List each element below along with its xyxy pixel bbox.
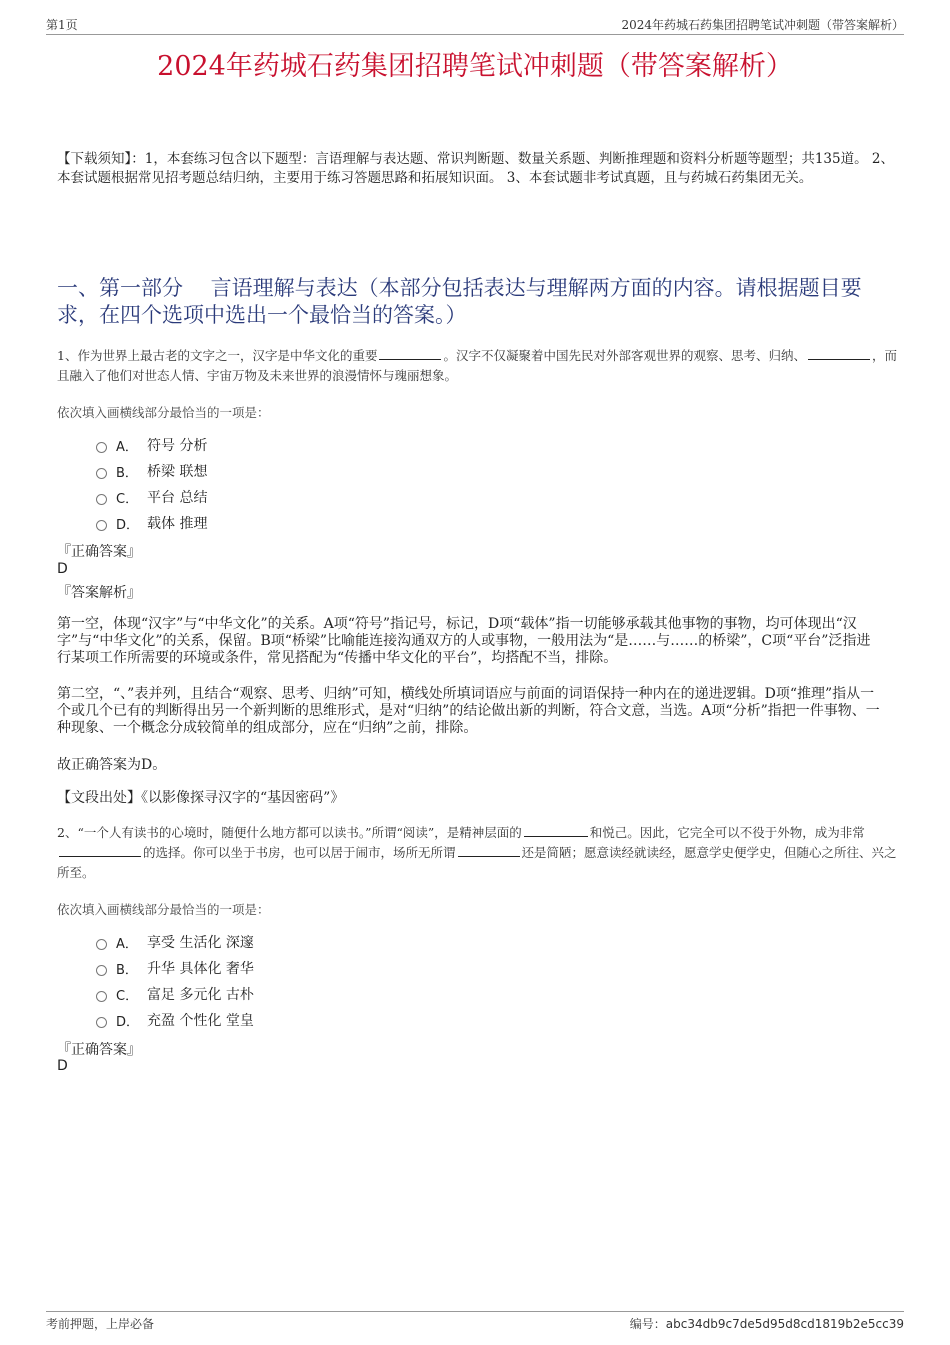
option-d[interactable]: D． 载体 推理 [96,510,207,536]
option-b[interactable]: B． 升华 具体化 奢华 [96,955,254,981]
radio-icon[interactable] [96,520,107,531]
option-b[interactable]: B． 桥梁 联想 [96,458,207,484]
document-code: 编号：abc34db9c7de5d95d8cd1819b2e5cc39 [629,1317,904,1331]
answer-value: D [57,561,68,577]
page-number: 第1页 [46,18,78,32]
option-a[interactable]: A． 符号 分析 [96,432,207,458]
option-c[interactable]: C． 富足 多元化 古朴 [96,981,254,1007]
analysis-paragraph-1: 第一空，体现“汉字”与“中华文化”的关系。A项“符号”指记号，标记，D项“载体”指一切能够承载其他事物的事物，均可体现出“汉字”与“中华文化”的关系，保留。B项“桥梁”比喻能连接沟通双方的人或事物，一般用法为“是……与……的桥梁”，C项“平台”泛指进行某项工作所需要的环境或条件，常见搭配为“传播中华文化的平台”，均搭配不当，排除。 [57,616,871,666]
question-1-options [96,432,207,536]
analysis-label: 『答案解析』 [57,585,141,601]
analysis-paragraph-2: 第二空，“、”表并列，且结合“观察、思考、归纳”可知，横线处所填词语应与前面的词语保持一种内在的递进逻辑。D项“推理”指从一个或几个已有的判断得出另一个新判断的思维形式，是对“归纳”的结论做出新的判断，符合文意，当选。A项“分析”指把一件事物、一种现象、一个概念分成较简单的组成部分，应在“归纳”之前，排除。 [57,686,880,736]
radio-icon[interactable] [96,1017,107,1028]
analysis-conclusion: 故正确答案为D。 [57,757,167,773]
document-title: 2024年药城石药集团招聘笔试冲刺题（带答案解析） [157,51,793,82]
fill-blank [524,823,588,837]
fill-blank [379,346,441,360]
answer-label: 『正确答案』 [57,544,141,560]
page-header [46,14,904,35]
question-1-prompt: 依次填入画横线部分最恰当的一项是： [57,405,270,420]
download-notice: 【下载须知】：1，本套练习包含以下题型：言语理解与表达题、常识判断题、数量关系题、判断推理题和资料分析题等题型；共135道。 2、本套试题根据常见招考题总结归纳，主要用于练习答题思路和拓展知识面。 3、本套试题非考试真题，且与药城石药集团无关。 [57,151,894,186]
radio-icon[interactable] [96,494,107,505]
question-2-prompt: 依次填入画横线部分最恰当的一项是： [57,902,270,917]
passage-source: 【文段出处】《以影像探寻汉字的“基因密码”》 [57,790,345,806]
footer-slogan: 考前押题，上岸必备 [46,1317,155,1331]
option-d[interactable]: D． 充盈 个性化 堂皇 [96,1007,254,1033]
answer-label: 『正确答案』 [57,1042,141,1058]
question-2-text: 2、“一个人有读书的心境时，随便什么地方都可以读书。”所谓“阅读”，是精神层面的 和悦己。因此，它完全可以不役于外物，成为非常的选择。你可以坐于书房，也可以居于闹市，场所无所谓 还是简陋；愿意读经就读经，愿意学史便学史，但随心之所往、兴之所至。 [57,825,897,880]
radio-icon[interactable] [96,991,107,1002]
fill-blank [808,346,870,360]
page-footer [46,1311,904,1332]
option-c[interactable]: C． 平台 总结 [96,484,207,510]
header-doc-title: 2024年药城石药集团招聘笔试冲刺题（带答案解析） [621,18,904,32]
option-a[interactable]: A． 享受 生活化 深邃 [96,929,254,955]
answer-value: D [57,1058,68,1074]
question-1-text: 1、作为世界上最古老的文字之一，汉字是中华文化的重要 。汉字不仅凝聚着中国先民对外部客观世界的观察、思考、归纳、 ，而且融入了他们对世态人情、宇宙万物及未来世界的浪漫情怀与瑰丽想象。 [57,348,897,383]
radio-icon[interactable] [96,442,107,453]
radio-icon[interactable] [96,939,107,950]
question-2-options [96,929,254,1033]
section-heading: 一、第一部分 言语理解与表达（本部分包括表达与理解两方面的内容。请根据题目要求，在四个选项中选出一个最恰当的答案。） [57,276,862,327]
radio-icon[interactable] [96,965,107,976]
fill-blank [59,843,141,857]
radio-icon[interactable] [96,468,107,479]
fill-blank [458,843,520,857]
